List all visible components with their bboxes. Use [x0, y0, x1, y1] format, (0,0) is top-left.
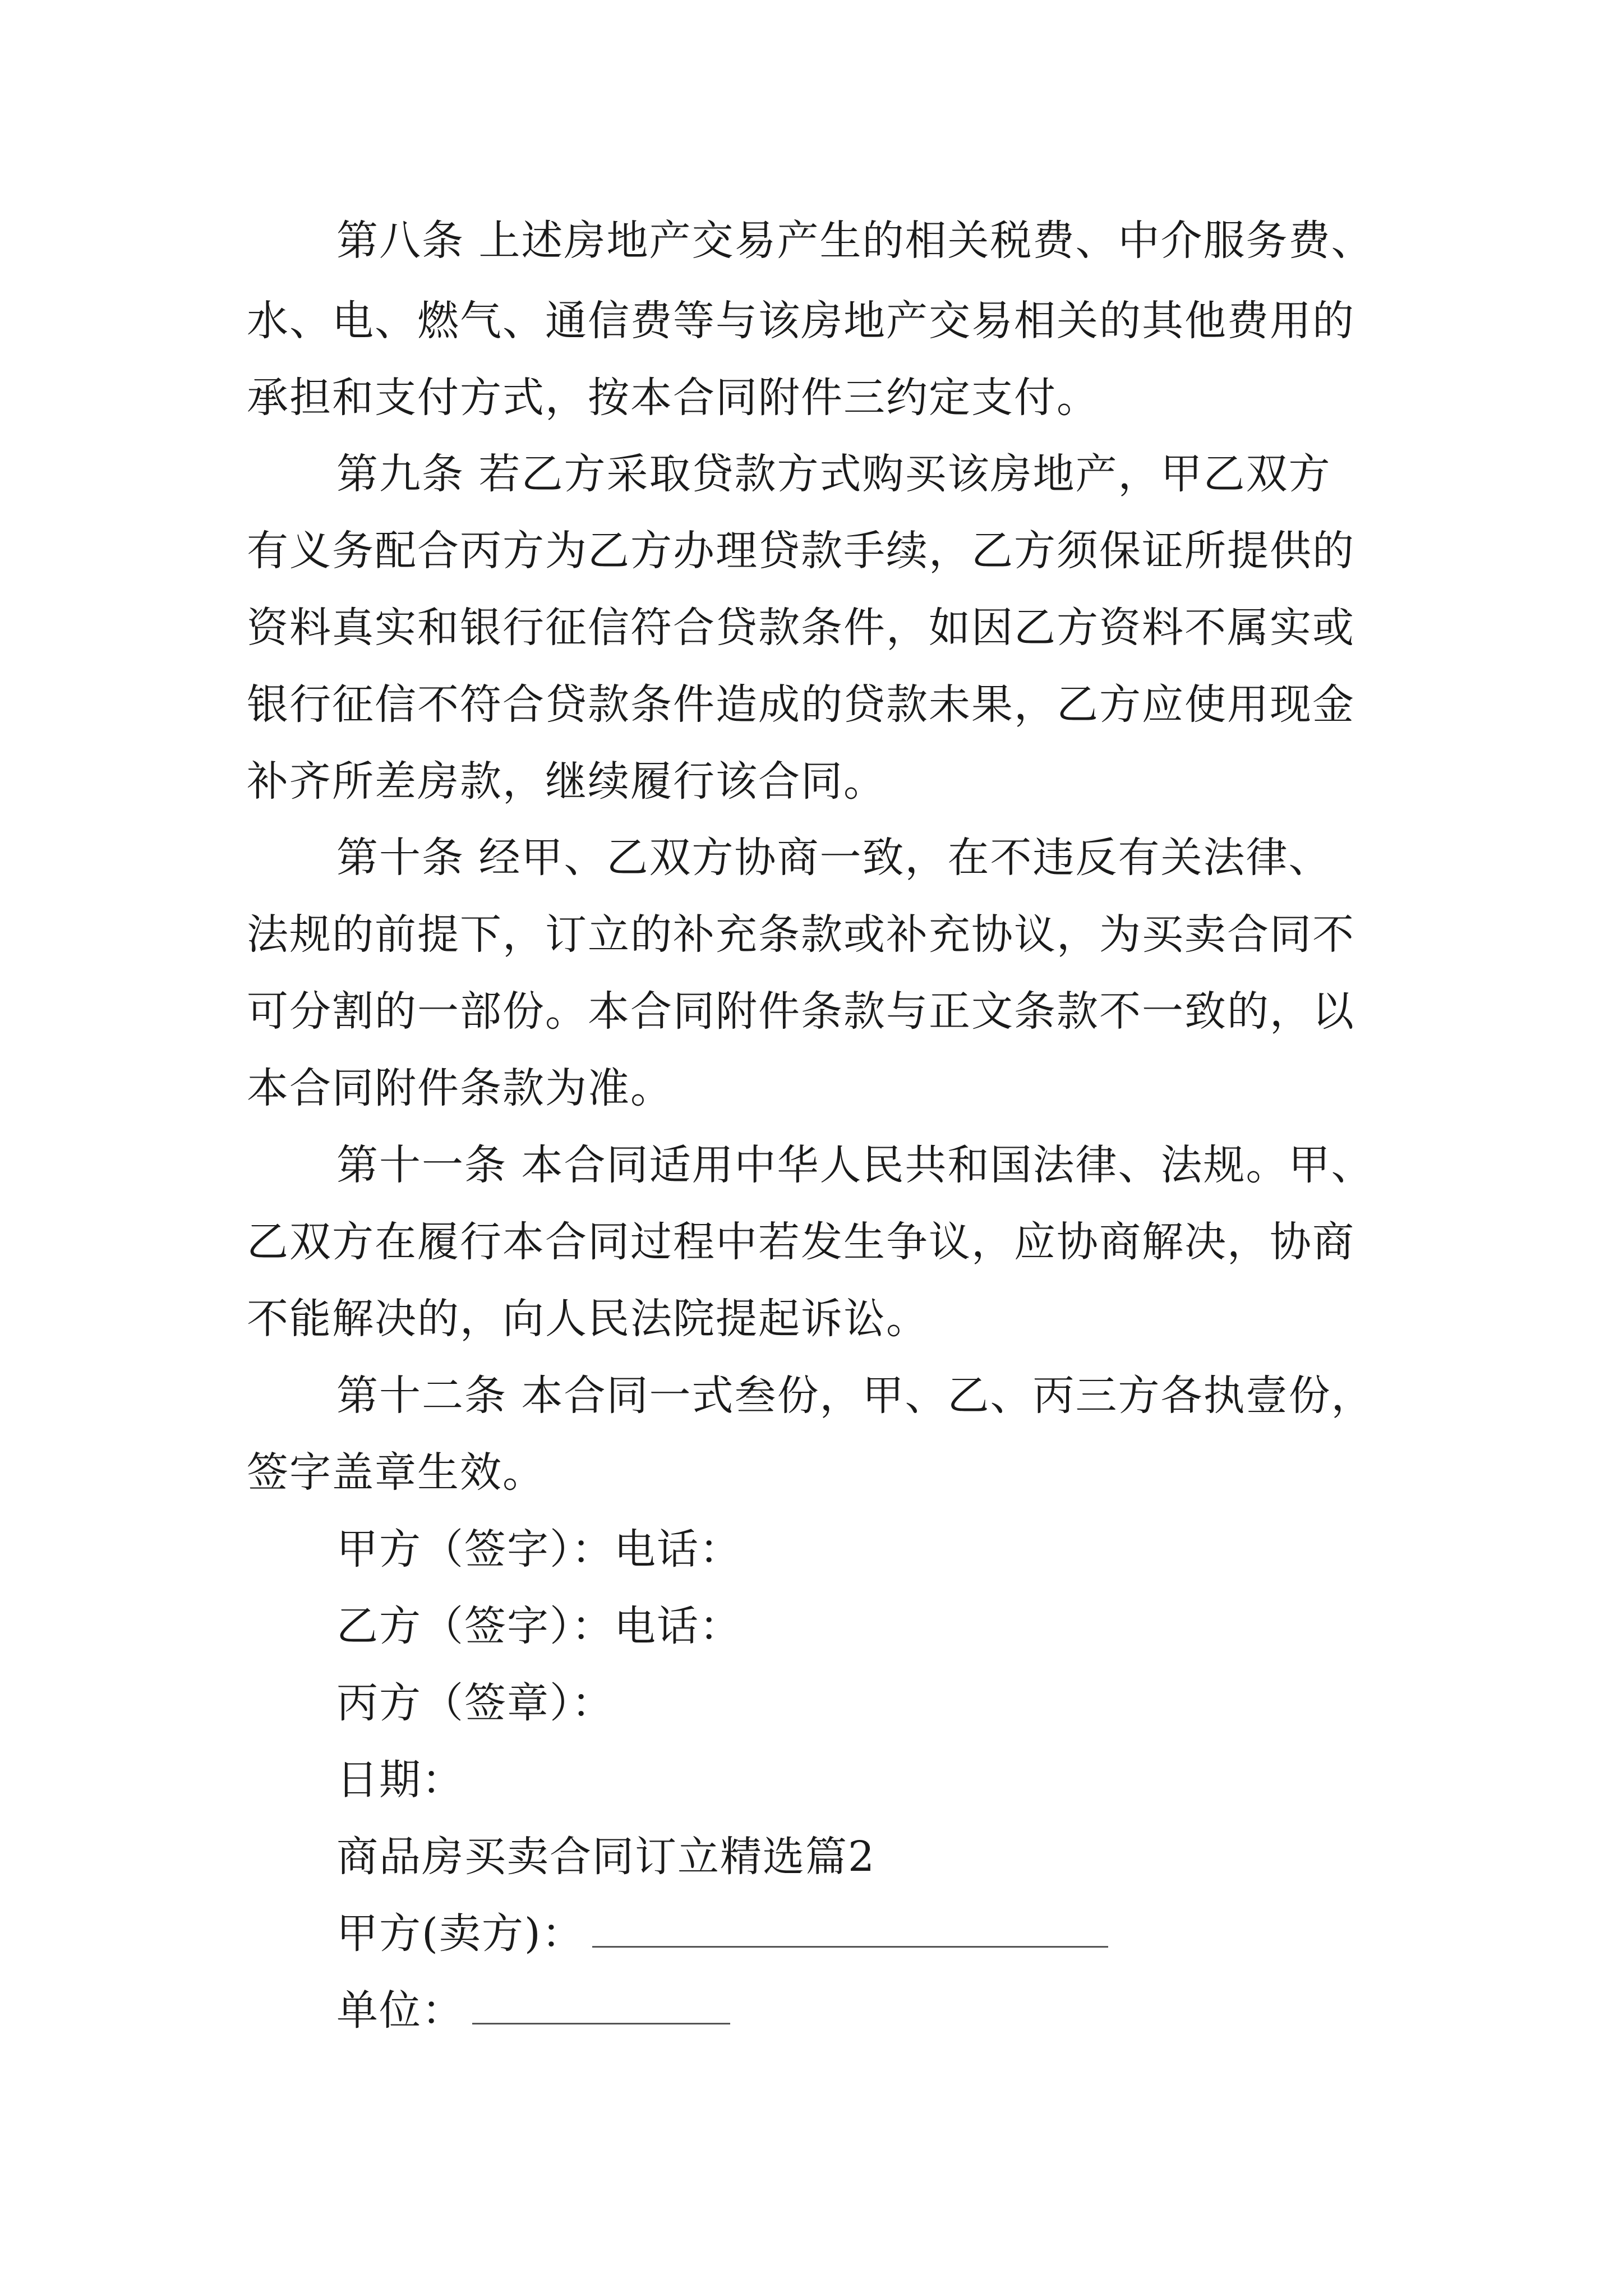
article-8-line-1: 第八条 上述房地产交易产生的相关税费、中介服务费、 — [336, 217, 1374, 265]
article-9-line-3: 资料真实和银行征信符合贷款条件，如因乙方资料不属实或 — [247, 604, 1355, 652]
article-8-line-2: 水、电、燃气、通信费等与该房地产交易相关的其他费用的 — [247, 297, 1355, 345]
article-9-line-4: 银行征信不符合贷款条件造成的贷款未果，乙方应使用现金 — [247, 680, 1355, 729]
party-b-signature: 乙方（签字）：电话： — [336, 1602, 742, 1650]
article-12-line-2: 签字盖章生效。 — [247, 1448, 545, 1497]
article-11-line-3: 不能解决的，向人民法院提起诉讼。 — [247, 1295, 929, 1343]
article-8-line-3: 承担和支付方式，按本合同附件三约定支付。 — [247, 374, 1099, 422]
unit-label: 单位： — [336, 1986, 464, 2035]
article-9-line-1: 第九条 若乙方采取贷款方式购买该房地产，甲乙双方 — [336, 450, 1331, 498]
article-9-line-2: 有义务配合丙方为乙方办理贷款手续，乙方须保证所提供的 — [247, 527, 1355, 575]
article-10-line-1: 第十条 经甲、乙双方协商一致，在不违反有关法律、 — [336, 834, 1331, 882]
section-title: 商品房买卖合同订立精选篇2 — [336, 1833, 876, 1881]
party-c-seal: 丙方（签章）： — [336, 1679, 614, 1727]
article-12-line-1: 第十二条 本合同一式叁份，甲、乙、丙三方各执壹份， — [336, 1372, 1374, 1420]
unit-row — [336, 1986, 730, 2035]
seller-blank-line — [592, 1940, 1108, 1948]
article-11-line-1: 第十一条 本合同适用中华人民共和国法律、法规。甲、 — [336, 1141, 1374, 1189]
article-10-line-3: 可分割的一部份。本合同附件条款与正文条款不一致的，以 — [247, 987, 1355, 1036]
party-a-signature: 甲方（签字）：电话： — [336, 1525, 742, 1573]
seller-label: 甲方(卖方)： — [336, 1910, 584, 1958]
seller-row — [336, 1910, 1108, 1958]
unit-blank-line — [472, 2017, 730, 2024]
article-10-line-4: 本合同附件条款为准。 — [247, 1064, 673, 1112]
article-11-line-2: 乙双方在履行本合同过程中若发生争议，应协商解决，协商 — [247, 1218, 1355, 1266]
article-10-line-2: 法规的前提下，订立的补充条款或补充协议，为买卖合同不 — [247, 910, 1355, 959]
article-9-line-5: 补齐所差房款，继续履行该合同。 — [247, 757, 886, 806]
date-label: 日期： — [336, 1756, 464, 1804]
